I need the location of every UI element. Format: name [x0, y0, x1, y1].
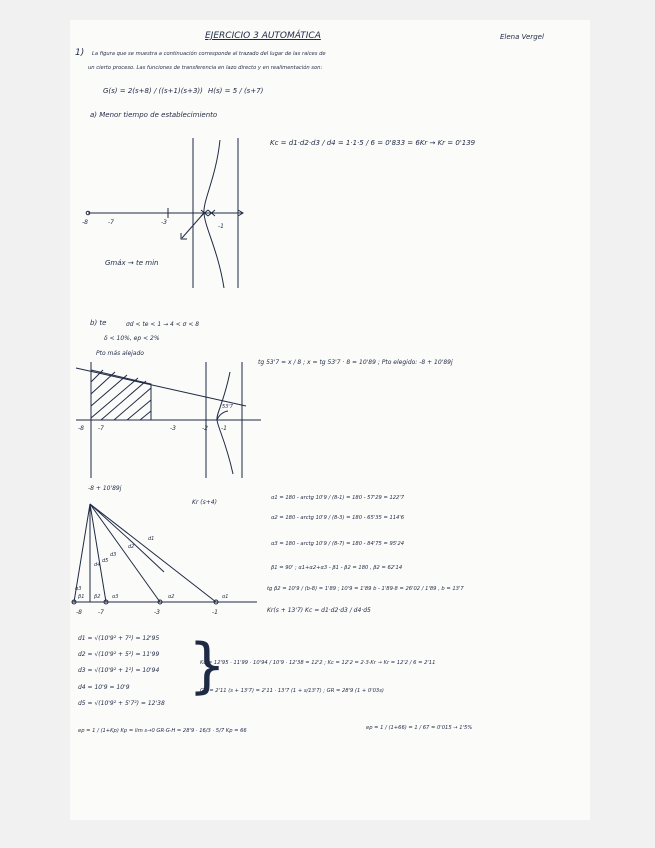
alpha2-calc: α2 = 180 - arctg 10'9 / (8-3) = 180 - 65'35 = 114'6: [271, 515, 405, 521]
ep-value: ep = 1 / (1+66) = 1 / 67 = 0'015 → 1'5%: [366, 725, 473, 731]
axis-label-b-4: -2: [202, 425, 208, 432]
axis-label-a-4: -1: [218, 223, 224, 230]
axis-label-a-2: -7: [108, 219, 114, 226]
distance-d2: d2 = √(10'9² + 5²) = 11'99: [78, 651, 160, 658]
root-locus-diagram-a: [78, 138, 268, 290]
kr-equation: Kr(s + 13'7) Kc = d1·d2·d3 / d4·d5: [267, 607, 371, 614]
author-name: Elena Vergel: [500, 33, 544, 41]
axis-label-b-3: -3: [170, 425, 176, 432]
alpha3-calc: α3 = 180 - arctg 10'9 / (8-7) = 180 - 84'75 = 95'24: [271, 541, 405, 547]
tan-beta2-calc: tg β2 = 10'9 / (b-8) = 1'89 ; 10'9 = 1'89 b - 1'89·8 = 26'02 / 1'89 , b = 13'7: [267, 586, 464, 592]
angle-label: 53'7: [222, 404, 233, 410]
axis-label-c-1: -8: [76, 609, 82, 616]
transfer-function-g: G(s) = 2(s+8) / ((s+1)(s+3)): [103, 87, 203, 95]
compensator-kr: Kr (s+4): [192, 499, 217, 506]
brace: }: [188, 631, 227, 701]
distance-d1: d1 = √(10'9² + 7²) = 12'95: [78, 635, 160, 642]
beta-calc: β1 = 90' ; α1+α2+α3 - β1 - β2 = 180 , β2 = 62'14: [271, 565, 403, 571]
axis-label-b-2: -7: [98, 425, 104, 432]
part-b-condition-2: δ < 10%, ep < 2%: [104, 335, 160, 342]
label-beta1: β1: [78, 594, 85, 600]
label-d5: d5: [102, 558, 109, 564]
label-alpha3: α3: [75, 586, 82, 592]
gr-result: GR = 2'11 (s + 13'7) = 2'11 · 13'7 (1 + s/13'7) ; GR = 28'9 (1 + 0'03s): [200, 688, 384, 694]
distance-d3: d3 = √(10'9² + 1²) = 10'94: [78, 667, 160, 674]
transfer-function-h: H(s) = 5 / (s+7): [208, 87, 264, 95]
distance-d4: d4 = 10'9 = 10'9: [78, 684, 130, 691]
angle-diagram: [72, 494, 262, 622]
label-d4: d4: [94, 562, 101, 568]
label-d2: d2: [128, 544, 135, 550]
exercise-title: EJERCICIO 3 AUTOMÁTICA: [205, 31, 321, 41]
axis-label-b-1: -8: [78, 425, 84, 432]
axis-label-c-4: -1: [212, 609, 218, 616]
axis-label-a-1: -8: [82, 219, 88, 226]
ep-kp-formula: ep = 1 / (1+Kp) Kp = lim s→0 GR·G·H = 28'9 · 16/3 · 5/7 Kp = 66: [78, 728, 247, 734]
part-a-label: a) Menor tiempo de establecimiento: [90, 111, 218, 119]
chosen-point: -8 + 10'89j: [88, 485, 122, 492]
part-b-tangent: tg 53'7 = x / 8 ; x = tg 53'7 · 8 = 10'89 ; Pto elegido: -8 + 10'89j: [258, 359, 453, 366]
label-beta2: β2: [94, 594, 101, 600]
axis-label-c-2: -7: [98, 609, 104, 616]
gmax-note: Gmáx → te min: [105, 259, 159, 267]
alpha1-calc: α1 = 180 - arctg 10'9 / (8-1) = 180 - 57'29 = 122'7: [271, 495, 405, 501]
part-a-kc-formula: Kc = d1·d2·d3 / d4 = 1·1·5 / 6 = 0'833 = 6Kr → Kr = 0'139: [270, 139, 476, 147]
distance-d5: d5 = √(10'9² + 5'7²) = 12'38: [78, 700, 165, 707]
label-alpha3-base: α3: [112, 594, 119, 600]
problem-text-line1: La figura que se muestra a continuación corresponde al trazado del lugar de las raíces de: [92, 51, 326, 57]
part-b-condition-1: σd < te < 1 → 4 < σ < 8: [126, 321, 200, 328]
root-locus-diagram-b: [76, 362, 266, 480]
label-alpha1: α1: [222, 594, 229, 600]
problem-number: 1): [75, 48, 85, 58]
axis-label-c-3: -3: [154, 609, 160, 616]
region-label: Pto más alejado: [96, 350, 144, 357]
axis-label-a-3: -3: [161, 219, 167, 226]
part-b-label: b) te: [90, 319, 107, 327]
axis-label-b-5: -1: [221, 425, 227, 432]
label-alpha2: α2: [168, 594, 175, 600]
problem-text-line2: un cierto proceso. Las funciones de transferencia en lazo directo y en realimentación son:: [88, 65, 323, 71]
label-d1-upper: d1: [148, 536, 155, 542]
label-d3: d3: [110, 552, 117, 558]
kc-result: Kc = 12'95 · 11'99 · 10'94 / 10'9 · 12'38 = 12'2 ; Kc = 12'2 = 2·3·Kr → Kr = 12'2 / 6 = 2'11: [200, 660, 436, 666]
